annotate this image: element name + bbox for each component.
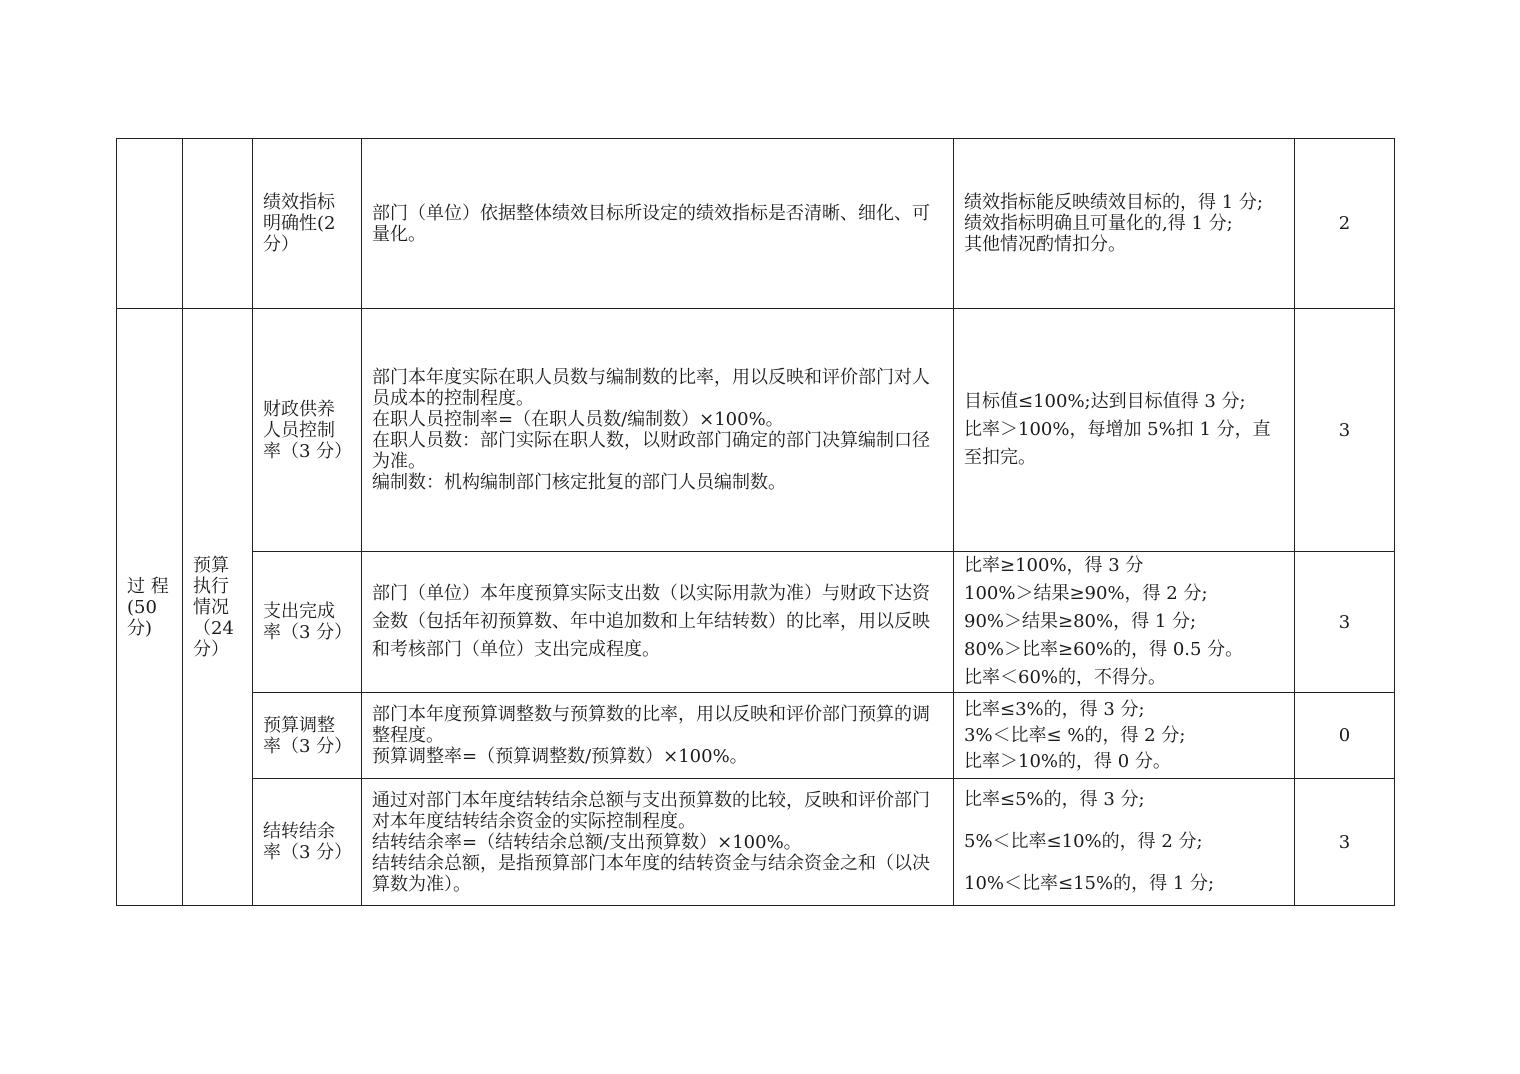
subcategory-cell: 预算 执行 情况 （24 分）	[183, 309, 253, 906]
table-row	[117, 552, 1395, 693]
score-cell: 3	[1295, 552, 1395, 693]
score-cell: 3	[1295, 309, 1395, 552]
category-cell: 过 程 (50 分)	[117, 309, 183, 906]
indicator-cell: 财政供养 人员控制 率（3 分）	[253, 309, 362, 552]
subcategory-cell-empty	[183, 139, 253, 309]
criteria-cell: 绩效指标能反映绩效目标的，得 1 分; 绩效指标明确且可量化的,得 1 分; 其他情况酌情扣分。	[954, 139, 1295, 309]
table-row	[117, 309, 1395, 552]
table-row	[117, 139, 1395, 309]
indicator-cell: 支出完成 率（3 分）	[253, 552, 362, 693]
table-row	[117, 693, 1395, 779]
description-cell: 通过对部门本年度结转结余总额与支出预算数的比较，反映和评价部门对本年度结转结余资金的实际控制程度。 结转结余率=（结转结余总额/支出预算数）×100%。 结转结余总额，是指预算部门本年度的结转资金与结余资金之和（以决算数为准）。	[362, 779, 954, 906]
description-cell: 部门本年度预算调整数与预算数的比率，用以反映和评价部门预算的调整程度。 预算调整率=（预算调整数/预算数）×100%。	[362, 693, 954, 779]
description-cell: 部门本年度实际在职人员数与编制数的比率，用以反映和评价部门对人员成本的控制程度。 在职人员控制率=（在职人员数/编制数）×100%。 在职人员数：部门实际在职人数，以财政部门确定的部门决算编制口径为准。 编制数：机构编制部门核定批复的部门人员编制数。	[362, 309, 954, 552]
evaluation-table	[116, 138, 1395, 906]
indicator-cell: 预算调整 率（3 分）	[253, 693, 362, 779]
table-row	[117, 779, 1395, 906]
description-cell: 部门（单位）依据整体绩效目标所设定的绩效指标是否清晰、细化、可量化。	[362, 139, 954, 309]
criteria-cell: 目标值≤100%;达到目标值得 3 分; 比率＞100%，每增加 5%扣 1 分，直至扣完。	[954, 309, 1295, 552]
score-cell: 3	[1295, 779, 1395, 906]
indicator-cell: 结转结余 率（3 分）	[253, 779, 362, 906]
criteria-cell: 比率≥100%，得 3 分 100%＞结果≥90%，得 2 分; 90%＞结果≥80%，得 1 分; 80%＞比率≥60%的，得 0.5 分。 比率＜60%的，不得分。	[954, 552, 1295, 693]
score-cell: 2	[1295, 139, 1395, 309]
category-cell-empty	[117, 139, 183, 309]
criteria-cell: 比率≤5%的，得 3 分; 5%＜比率≤10%的，得 2 分; 10%＜比率≤15%的，得 1 分;	[954, 779, 1295, 906]
indicator-cell: 绩效指标 明确性(2 分）	[253, 139, 362, 309]
score-cell: 0	[1295, 693, 1395, 779]
description-cell: 部门（单位）本年度预算实际支出数（以实际用款为准）与财政下达资金数（包括年初预算数、年中追加数和上年结转数）的比率，用以反映和考核部门（单位）支出完成程度。	[362, 552, 954, 693]
criteria-cell: 比率≤3%的，得 3 分; 3%＜比率≤ %的，得 2 分; 比率＞10%的，得 0 分。	[954, 693, 1295, 779]
